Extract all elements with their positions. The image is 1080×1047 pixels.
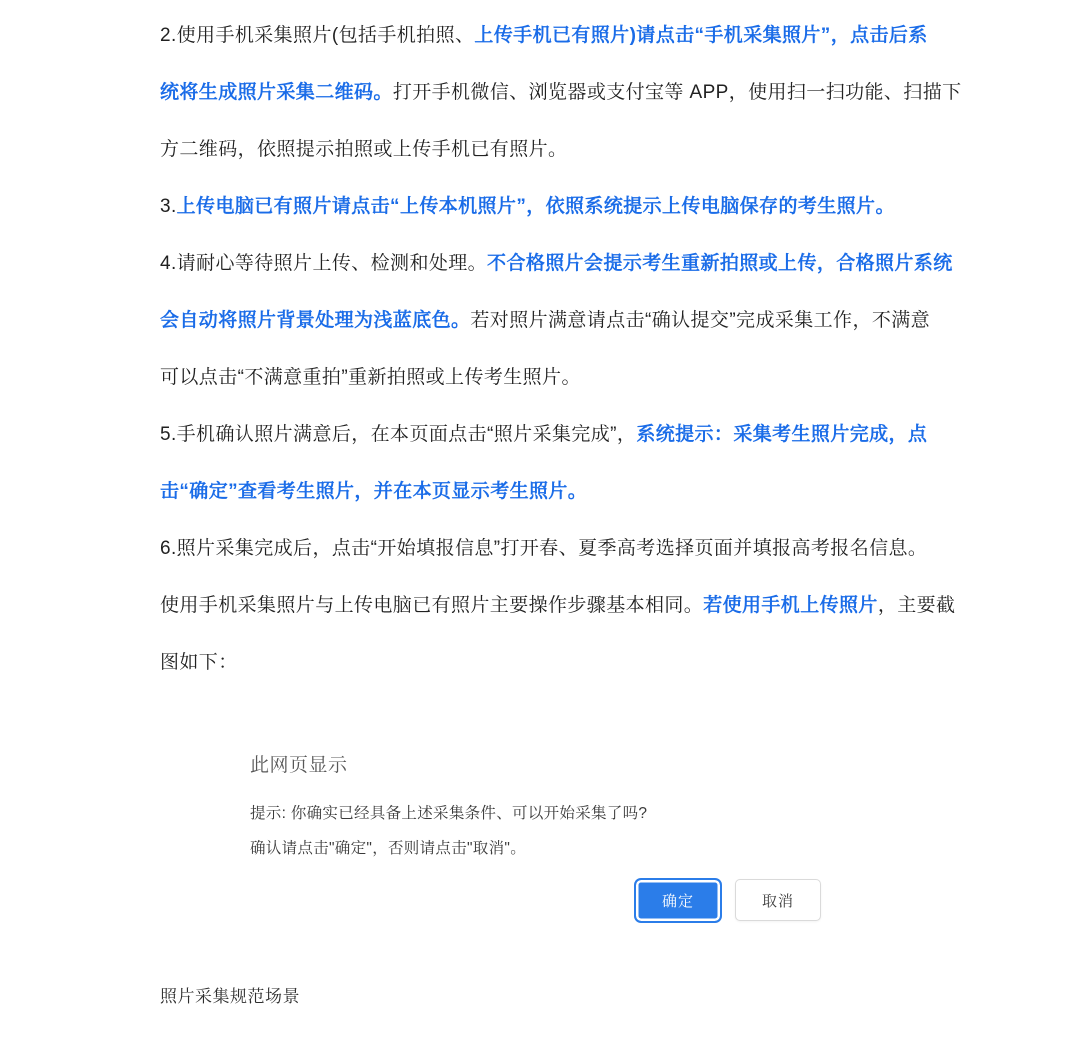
body-text: 3. [160,196,177,217]
highlighted-text: 击“确定”查看考生照片，并在本页显示考生照片。 [160,481,588,502]
highlighted-text: 若使用手机上传照片 [703,595,878,616]
dialog-button-row [250,878,821,923]
body-text: 5.手机确认照片满意后，在本页面点击“照片采集完成”， [160,424,637,445]
body-text: 6.照片采集完成后，点击“开始填报信息”打开春、夏季高考选择页面并填报高考报名信息。 [160,538,928,559]
document-line [160,7,928,64]
body-text: 图如下： [160,652,238,673]
document-line [160,64,962,121]
dialog-title: 此网页显示 [250,755,348,776]
body-text: 4.请耐心等待照片上传、检测和处理。 [160,253,488,274]
highlighted-text: 会自动将照片背景处理为浅蓝底色。 [160,310,471,331]
document-line [160,634,925,691]
document-line [160,406,928,463]
document-line [160,349,925,406]
document-line [160,463,925,520]
dialog-message-line: 提示: 你确实已经具备上述采集条件、可以开始采集了吗? [250,805,648,822]
dialog-message-line: 确认请点击"确定"，否则请点击"取消"。 [250,840,527,857]
webpage-confirm-dialog [250,752,821,923]
document-line [160,577,956,634]
dialog-message [250,796,821,866]
highlighted-text: 上传电脑已有照片请点击“上传本机照片”，依照系统提示上传电脑保存的考生照片。 [176,196,895,217]
highlighted-text: 上传手机已有照片)请点击“手机采集照片”，点击后系 [474,25,928,46]
body-text: 若对照片满意请点击“确认提交”完成采集工作，不满意 [470,310,931,331]
body-text: 使用手机采集照片与上传电脑已有照片主要操作步骤基本相同。 [160,595,704,616]
highlighted-text: 不合格照片会提示考生重新拍照或上传，合格照片系统 [487,253,953,274]
document-line [160,292,931,349]
body-text: ，主要截 [877,595,956,616]
document-line [160,520,928,577]
body-text: 方二维码，依照提示拍照或上传手机已有照片。 [160,139,568,160]
cancel-button[interactable]: 取消 [735,879,821,921]
instruction-text-block [160,7,962,691]
body-text: 2.使用手机采集照片(包括手机拍照、 [160,25,475,46]
confirm-button[interactable]: 确定 [634,878,722,923]
figure-caption: 照片采集规范场景 [160,987,300,1006]
document-line [160,121,925,178]
highlighted-text: 系统提示：采集考生照片完成，点 [636,424,928,445]
highlighted-text: 统将生成照片采集二维码。 [160,82,393,103]
body-text: 可以点击“不满意重拍”重新拍照或上传考生照片。 [160,367,581,388]
document-line [160,178,925,235]
body-text: 打开手机微信、浏览器或支付宝等 APP，使用扫一扫功能、扫描下 [392,82,962,103]
document-line [160,235,953,292]
